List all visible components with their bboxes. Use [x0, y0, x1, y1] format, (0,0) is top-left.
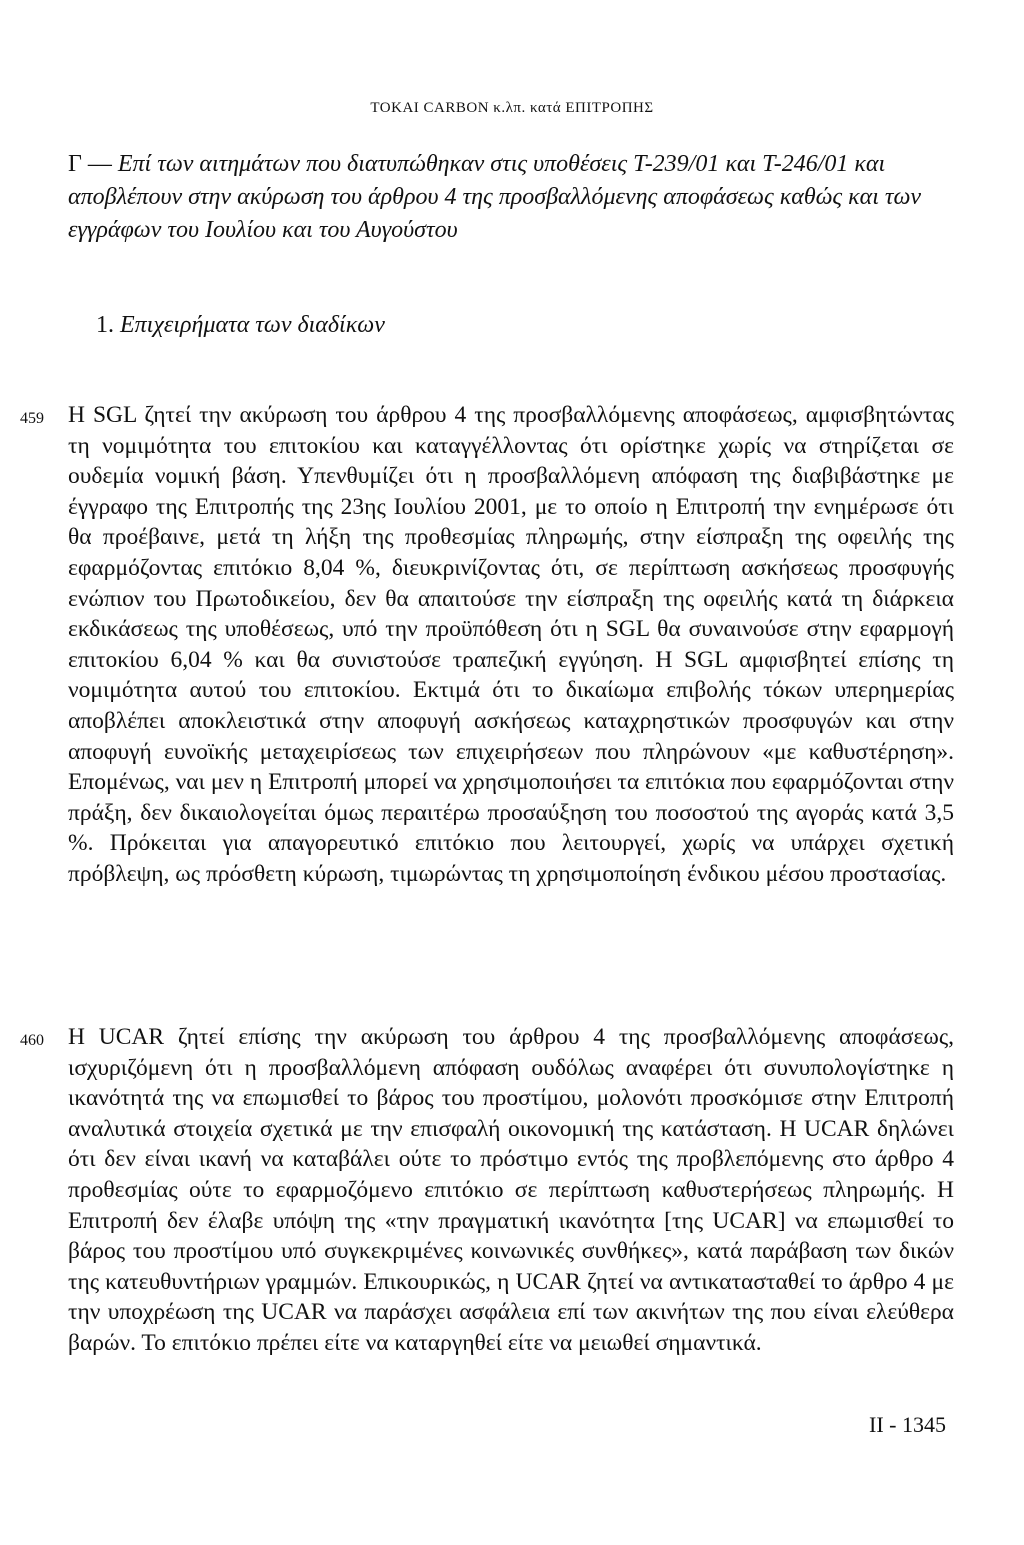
paragraph-459: Η SGL ζητεί την ακύρωση του άρθρου 4 της προσβαλλόμενης αποφάσεως, αμφισβητώντας τη νομιμότητα του επιτοκίου και καταγγέλλοντας ότι ορίστηκε χωρίς να στηρίζεται σε ουδεμία νομική βάση. Υπενθυμίζει ότι η προσβαλλόμενη απόφαση της διαβιβάστηκε με έγγραφο της Επιτροπής της 23ης Ιουλίου 2001, με το οποίο η Επιτροπή την ενημέρωσε ότι θα προέβαινε, μετά τη λήξη της προθεσμίας πληρωμής, στην είσπραξη της οφειλής της εφαρμόζοντας επιτόκιο 8,04 %, διευκρινίζοντας ότι, σε περίπτωση ασκήσεως προσφυγής ενώπιον του Πρωτοδικείου, δεν θα απαιτούσε την είσπραξη της οφειλής κατά τη διάρκεια εκδικάσεως της υποθέσεως, υπό την προϋπόθεση ότι η SGL θα συναινούσε στην εφαρμογή επιτοκίου 6,04 % και θα συνιστούσε τραπεζική εγγύηση. Η SGL αμφισβητεί επίσης τη νομιμότητα αυτού του επιτοκίου. Εκτιμά ότι το δικαίωμα επιβολής τόκων υπερημερίας αποβλέπει αποκλειστικά στην αποφυγή ασκήσεως καταχρηστικών προσφυγών και στην αποφυγή ευνοϊκής μεταχειρίσεως των επιχειρήσεων που πληρώνουν «με καθυστέρηση». Επομένως, ναι μεν η Επιτροπή μπορεί να χρησιμοποιήσει τα επιτόκια που εφαρμόζονται στην πράξη, δεν δικαιολογείται όμως περαιτέρω προσαύξηση του ποσοστού της αγοράς κατά 3,5 %. Πρόκειται για απαγορευτικό επιτόκιο που λειτουργεί, χωρίς να υπάρχει σχετική πρόβλεψη, ως πρόσθετη κύρωση, τιμωρώντας τη χρησιμοποίηση ένδικου μέσου προστασίας. — [68, 402, 954, 887]
subsection-heading — [96, 310, 385, 340]
subsection-number: 1. — [96, 312, 114, 338]
running-header: TOKAI CARBON κ.λπ. κατά ΕΠΙΤΡΟΠΗΣ — [370, 100, 654, 116]
section-letter: Γ — — [68, 151, 112, 177]
subsection-title: Επιχειρήματα των διαδίκων — [120, 312, 385, 338]
paragraph-number-460: 460 — [20, 1032, 44, 1049]
section-title: Επί των αιτημάτων που διατυπώθηκαν στις υποθέσεις T-239/01 και T-246/01 και αποβλέπουν στην ακύρωση του άρθρου 4 της προσβαλλόμενης αποφάσεως καθώς και των εγγράφων του Ιουλίου και του Αυγούστου — [68, 151, 922, 243]
paragraph-number-459: 459 — [20, 410, 44, 427]
paragraph-460: Η UCAR ζητεί επίσης την ακύρωση του άρθρου 4 της προσβαλλόμενης αποφάσεως, ισχυριζόμενη ότι η προσβαλλόμενη απόφαση ουδόλως αναφέρει ότι συνυπολογίστηκε η ικανότητά της να επωμισθεί το βάρος του προστίμου, μολονότι προσκόμισε στην Επιτροπή αναλυτικά στοιχεία σχετικά με την επισφαλή οικονομική της κατάσταση. Η UCAR δηλώνει ότι δεν είναι ικανή να καταβάλει ούτε το πρόστιμο εντός της προβλεπόμενης στο άρθρο 4 προθεσμίας ούτε το εφαρμοζόμενο επιτόκιο σε περίπτωση καθυστερήσεως πληρωμής. Η Επιτροπή δεν έλαβε υπόψη της «την πραγματική ικανότητα [της UCAR] να επωμισθεί το βάρος του προστίμου υπό συγκεκριμένες κοινωνικές συνθήκες», κατά παράβαση των δικών της κατευθυντήριων γραμμών. Επικουρικώς, η UCAR ζητεί να αντικατασταθεί το άρθρο 4 με την υποχρέωση της UCAR να παράσχει ασφάλεια επί των ακινήτων της που είναι ελεύθερα βαρών. Το επιτόκιο πρέπει είτε να καταργηθεί είτε να μειωθεί σημαντικά. — [68, 1024, 954, 1356]
page-number: II - 1345 — [869, 1412, 946, 1437]
section-heading — [68, 148, 958, 247]
